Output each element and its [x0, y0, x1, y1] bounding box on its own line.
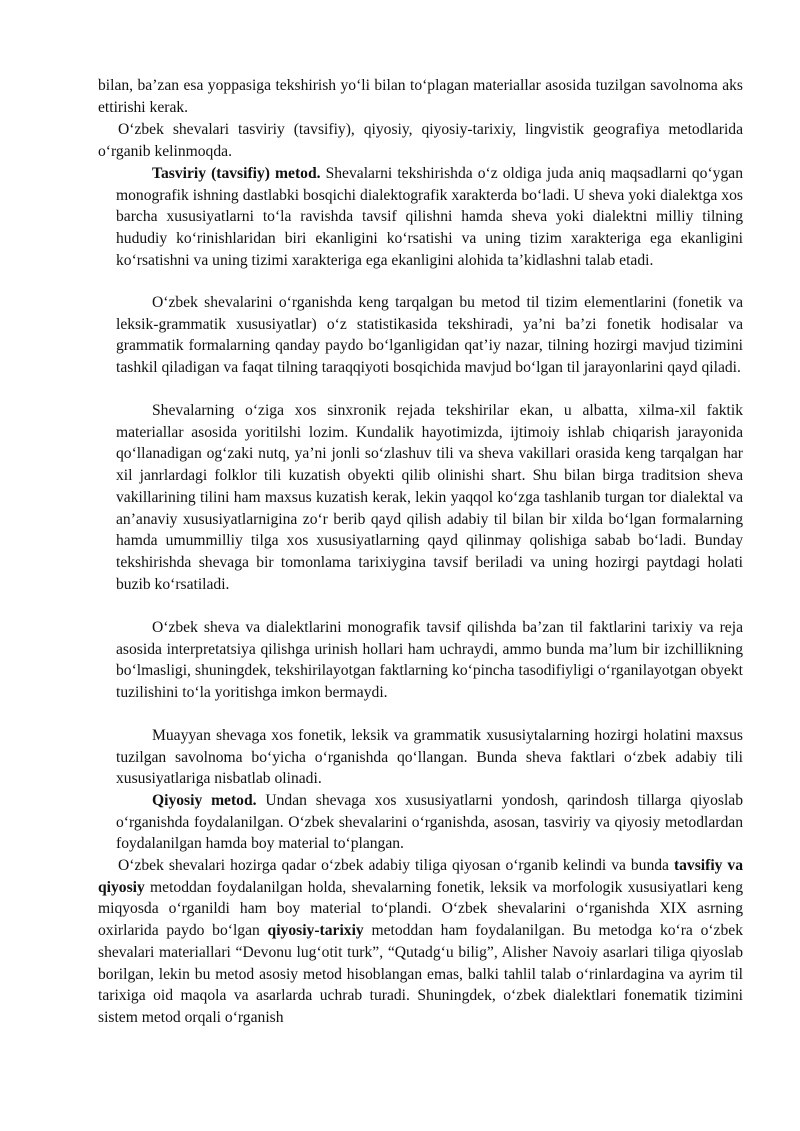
paragraph-text: Shevalarni tekshirishda o‘z oldiga juda aniq maqsadlarni qo‘ygan monografik ishning dastlabki bosqichi dialektografik xarakterda bo‘ladi. U sheva yoki dialektga xos barcha xususiyatlarni to‘la ravishda tavsif qilishni hamda sheva yoki dialektni milliy tilning hududiy ko‘rinishlaridan biri ekanligini ko‘rsatishi va uning tizim xarakteriga ega ekanligini ko‘rsatishni va uning tizimi xarakteriga ega ekanligini alohida ta’kidlashni talab etadi. — [116, 165, 743, 269]
heading-tasviriy-metod: Tasviriy (tavsifiy) metod. — [152, 165, 321, 182]
paragraph-tasviriy-metod — [116, 163, 743, 272]
paragraph-qiyosiy-metod — [116, 790, 743, 855]
paragraph-text: metoddan foydalanilgan holda, shevalarning fonetik, leksik va morfologik xususiyatlari keng miqyosda o‘rganildi ham boy material to‘plandi. O‘zbek shevalarini o‘rganishda XIX asrning oxirlarida paydo bo‘lgan — [98, 878, 743, 940]
paragraph-text: metoddan ham foydalanilgan. Bu metodga ko‘ra o‘zbek shevalari materiallari “Devonu lug‘otit turk”, “Qutadg‘u bilig”, Alisher Navoiy asarlari tiliga qiyoslab borilgan, lekin bu metod asosiy metod hisoblangan emas, balki tahlil talab o‘rinlardagina va ayrim til tarixiga oid maqola va asarlarda uchrab turadi. Shuningdek, o‘zbek dialektlari fonematik tizimini sistem metod orqali o‘rganish — [98, 922, 743, 1026]
paragraph-monografik-tavsif: O‘zbek sheva va dialektlarini monografik tavsif qilishda ba’zan til faktlarini tarixiy va reja asosida interpretatsiya qilishga urinish hollari ham uchraydi, ammo bunda ma’lum bir izchillikning bo‘lmasligi, shuningdek, tekshirilayotgan faktlarning ko‘pincha tasodifiyligi o‘rganilayotgan obyekt tuzilishini to‘la yoritishga imkon bermaydi. — [116, 619, 743, 702]
paragraph-metodlar: O‘zbek shevalari tasviriy (tavsifiy), qiyosiy, qiyosiy-tarixiy, lingvistik geografiya metodlarida o‘rganib kelinmoqda. — [98, 121, 743, 160]
paragraph-statistika: O‘zbek shevalarini o‘rganishda keng tarqalgan bu metod til tizim elementlarini (fonetik va leksik-grammatik xususiyatlar) o‘z statistikasida tekshiradi, ya’ni ba’zi fonetik hodisalar va grammatik formalarning qanday paydo bo‘lganligidan qat’iy nazar, tilning hozirgi mavjud tizimini tashkil qiladigan va faqat tilning taraqqiyoti bosqichida mavjud bo‘lgan til jarayonlarini qayd qiladi. — [116, 294, 743, 377]
bold-term-qiyosiy-tarixiy: qiyosiy-tarixiy — [267, 922, 364, 940]
paragraph-savolnoma: bilan, ba’zan esa yoppasiga tekshirish yo‘li bilan to‘plagan materiallar asosida tuzilgan savolnoma aks ettirishi kerak. — [98, 77, 743, 116]
heading-qiyosiy-metod: Qiyosiy metod. — [152, 792, 257, 809]
bold-term-tavsifiy-qiyosiy: tavsifiy va qiyosiy — [98, 857, 743, 896]
paragraph-qiyosiy-tarixiy — [98, 855, 743, 1029]
paragraph-sinxronik-reja: Shevalarning o‘ziga xos sinxronik rejada tekshirilar ekan, u albatta, xilma-xil faktik materiallar asosida yoritilshi lozim. Kundalik hayotimizda, ijtimoiy ishlab chiqarish jarayonida qo‘llanadigan og‘zaki nutq, ya’ni jonli so‘zlashuv tili va sheva vakillari orasida keng tarqalgan har xil janrlardagi folklor tili kuzatish obyekti qilib olinishi shart. Shu bilan birga traditsion sheva vakillarining tilini ham maxsus kuzatish kerak, lekin yaqqol ko‘zga tashlanib turgan tor dialektal va an’anaviy xususiyatlarnigina zo‘r berib qayd qilish adabiy til bilan bir xilda bo‘lgan formalarning hamda umummilliy tilga xos xususiyatlarning qayd qilinmay qolishiga sabab bo‘ladi. Bunday tekshirishda shevaga bir tomonlama tarixiygina tavsif beriladi va uning hozirgi paytdagi holati buzib ko‘rsatiladi. — [116, 402, 743, 593]
paragraph-text: O‘zbek shevalari hozirga qadar o‘zbek adabiy tiliga qiyosan o‘rganib kelindi va bunda — [118, 857, 674, 874]
paragraph-text: Undan shevaga xos xususiyatlarni yondosh, qarindosh tillarga qiyoslab o‘rganishda foydalanilgan. O‘zbek shevalarini o‘rganishda, asosan, tasviriy va qiyosiy metodlardan foydalanilgan hamda boy material to‘plangan. — [116, 792, 743, 853]
paragraph-muayyan-sheva: Muayyan shevaga xos fonetik, leksik va grammatik xususiytalarning hozirgi holatini maxsus tuzilgan savolnoma bo‘yicha o‘rganishda qo‘llangan. Bunda sheva faktlari o‘zbek adabiy tili xususiyatlariga nisbatlab olinadi. — [116, 727, 743, 788]
